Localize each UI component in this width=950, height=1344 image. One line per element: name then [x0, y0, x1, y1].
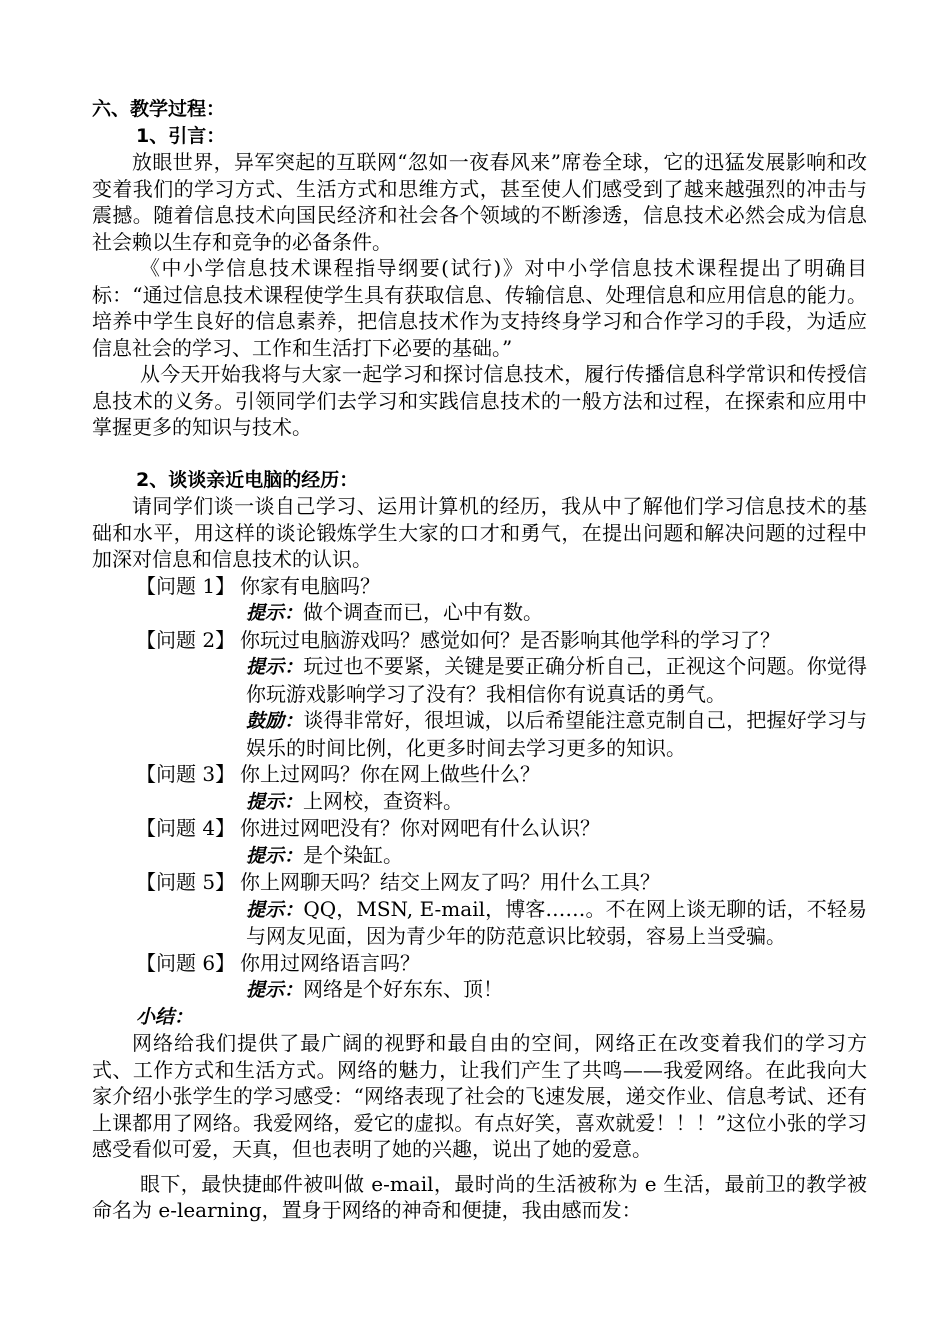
question-3-hint — [246, 788, 867, 816]
document-page — [92, 96, 867, 1224]
question-tag: 【问题 4】 — [136, 816, 236, 840]
encourage-label: 鼓励： — [246, 710, 304, 732]
question-text: 你用过网络语言吗？ — [240, 950, 420, 975]
question-4-hint — [246, 842, 867, 870]
summary-paragraph: 网络给我们提供了最广阔的视野和最自由的空间，网络正在改变着我们的学习方式、工作方式和生活方式。网络的魅力，让我们产生了共鸣——我爱网络。在此我向大家介绍小张学生的学习感受：“网络表现了社会的飞速发展，递交作业、信息考试、还有上课都用了网络。我爱网络，爱它的虚拟。有点好笑，喜欢就爱！！！”这位小张的学习感受看似可爱，天真，但也表明了她的兴趣，说出了她的爱意。 — [92, 1031, 867, 1161]
intro-paragraph-1: 放眼世界，异军突起的互联网“忽如一夜春风来”席卷全球，它的迅猛发展影响和改变着我们的学习方式、生活方式和思维方式，甚至使人们感受到了越来越强烈的冲击与震撼。随着信息技术向国民经济和社会各个领域的不断渗透，信息技术必然会成为信息社会赖以生存和竞争的必备条件。 — [92, 150, 867, 254]
talk-paragraph: 请同学们谈一谈自己学习、运用计算机的经历，我从中了解他们学习信息技术的基础和水平，用这样的谈论锻炼学生大家的口才和勇气，在提出问题和解决问题的过程中加深对信息和信息技术的认识。 — [92, 494, 867, 571]
question-6 — [92, 950, 867, 977]
talk-heading: 2、谈谈亲近电脑的经历： — [136, 468, 359, 491]
question-tag: 【问题 5】 — [136, 870, 236, 894]
intro-heading: 1、引言： — [136, 124, 226, 147]
question-5-hint — [246, 896, 867, 950]
hint-label: 提示： — [246, 656, 304, 678]
question-tag: 【问题 1】 — [136, 573, 236, 598]
blank-line — [92, 441, 867, 467]
question-4 — [92, 815, 867, 842]
hint-text: 网络是个好东东、顶！ — [303, 977, 504, 1001]
hint-label: 提示： — [246, 898, 304, 921]
hint-label: 提示： — [246, 790, 304, 813]
question-tag: 【问题 2】 — [136, 627, 236, 652]
question-text: 你玩过电脑游戏吗？感觉如何？是否影响其他学科的学习了？ — [240, 627, 780, 652]
question-text: 你家有电脑吗？ — [240, 573, 380, 598]
question-1 — [92, 573, 867, 600]
spacer — [92, 1163, 867, 1171]
question-tag: 【问题 6】 — [136, 950, 236, 975]
encourage-text: 谈得非常好，很坦诚，以后希望能注意克制自己，把握好学习与娱乐的时间比例，化更多时间去学习更多的知识。 — [246, 708, 867, 760]
question-text: 你上过网吗？你在网上做些什么？ — [240, 762, 540, 786]
intro-paragraph-3: 从今天开始我将与大家一起学习和探讨信息技术，履行传播信息科学常识和传授信息技术的义务。引领同学们去学习和实践信息技术的一般方法和过程，在探索和应用中掌握更多的知识与技术。 — [92, 362, 867, 439]
question-tag: 【问题 3】 — [136, 762, 236, 786]
hint-label: 提示： — [246, 979, 304, 1001]
closing-paragraph: 眼下，最快捷邮件被叫做 e-mail，最时尚的生活被称为 e 生活，最前卫的教学被命名为 e-learning，置身于网络的神奇和便捷，我由感而发： — [92, 1171, 867, 1222]
hint-label: 提示： — [246, 602, 304, 624]
question-2-encourage — [246, 707, 867, 761]
section-title: 六、教学过程： — [92, 98, 226, 120]
question-2-hint — [246, 653, 867, 707]
hint-text: 玩过也不要紧，关键是要正确分析自己，正视这个问题。你觉得你玩游戏影响学习了没有？我相信你有说真话的勇气。 — [246, 654, 867, 706]
hint-text: QQ，MSN, E-mail，博客……。不在网上谈无聊的话，不轻易与网友见面，因为青少年的防范意识比较弱，容易上当受骗。 — [246, 896, 867, 948]
question-text: 你进过网吧没有？你对网吧有什么认识？ — [240, 816, 600, 840]
intro-paragraph-2: 《中小学信息技术课程指导纲要(试行)》对中小学信息技术课程提出了明确目标：“通过信息技术课程使学生具有获取信息、传输信息、处理信息和应用信息的能力。培养中学生良好的信息素养，把信息技术作为支持终身学习和合作学习的手段，为适应信息社会的学习、工作和生活打下必要的基础。” — [92, 256, 867, 360]
question-6-hint — [246, 976, 867, 1004]
hint-text: 做个调查而已，心中有数。 — [303, 600, 544, 624]
question-3 — [92, 761, 867, 788]
hint-text: 上网校，查资料。 — [303, 788, 464, 813]
hint-label: 提示： — [246, 844, 304, 867]
hint-text: 是个染缸。 — [303, 842, 404, 867]
summary-label: 小结： — [136, 1005, 194, 1028]
question-5 — [92, 869, 867, 896]
question-text: 你上网聊天吗？结交上网友了吗？用什么工具？ — [240, 870, 660, 894]
question-2 — [92, 627, 867, 654]
question-1-hint — [246, 599, 867, 627]
